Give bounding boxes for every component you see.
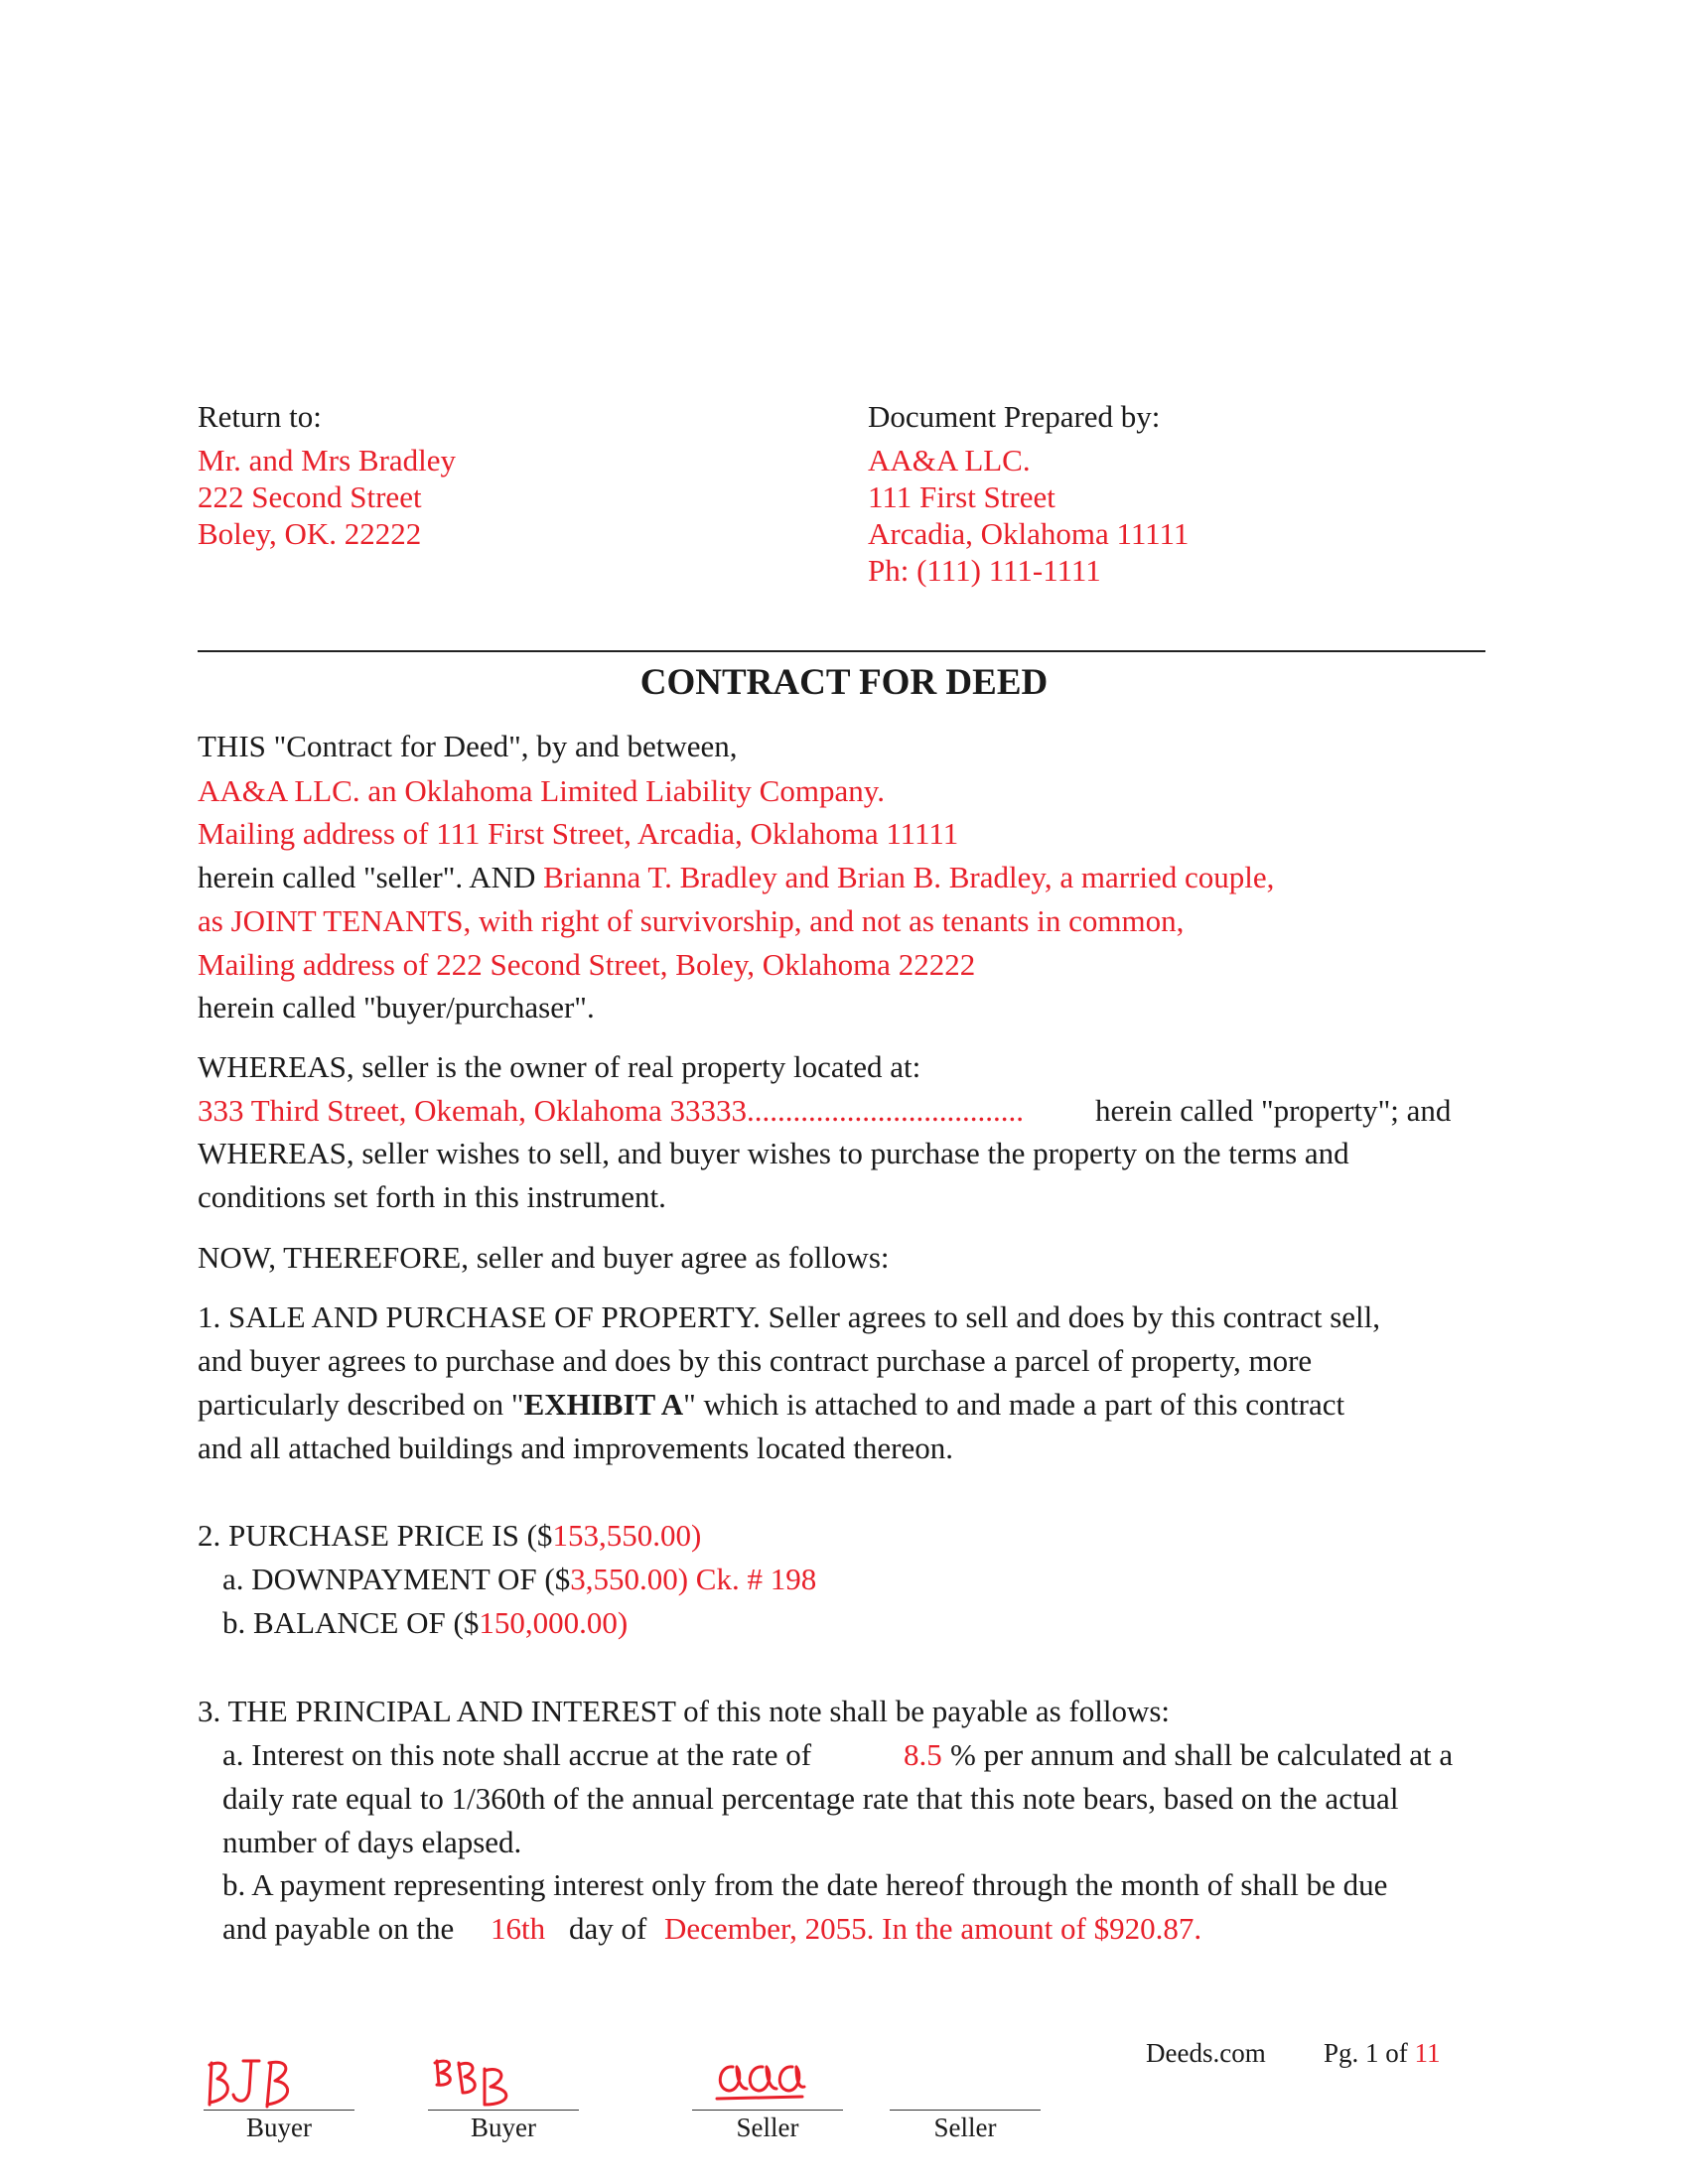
section3-b-line-1: b. A payment representing interest only from the date hereof through the month of shall be due [222, 1867, 1388, 1902]
exhibit-a: EXHIBIT A [523, 1387, 684, 1422]
section1-line-2: and buyer agrees to purchase and does by this contract purchase a parcel of property, more [198, 1343, 1313, 1378]
whereas-line-1: WHEREAS, seller is the owner of real property located at: [198, 1049, 921, 1084]
intro-line: THIS "Contract for Deed", by and between, [198, 729, 738, 763]
section3-a-line-2: daily rate equal to 1/360th of the annual percentage rate that this note bears, based on the actual [222, 1781, 1399, 1816]
buyer-address: Mailing address of 222 Second Street, Boley, Oklahoma 22222 [198, 947, 976, 982]
return-to-street: 222 Second Street [198, 479, 422, 514]
seller-called: herein called "seller". AND [198, 860, 544, 894]
purchase-price [198, 1514, 701, 1558]
interest-rate: 8.5 [904, 1737, 942, 1772]
buyer-1-label: Buyer [246, 2113, 312, 2142]
buyer-1-signature-line [204, 2110, 354, 2111]
section3-a-line-1-post: % per annum and shall be calculated at a [950, 1737, 1454, 1772]
section3-a-line-3: number of days elapsed. [222, 1825, 522, 1859]
seller-name: AA&A LLC. an Oklahoma Limited Liability Company. [198, 773, 885, 808]
seller-2-label: Seller [933, 2113, 997, 2142]
purchase-price-label: 2. PURCHASE PRICE IS ($ [198, 1518, 553, 1553]
buyer-2-initials-signature [429, 2055, 520, 2111]
seller-1-initials-signature [713, 2055, 807, 2105]
whereas-line-4: conditions set forth in this instrument. [198, 1179, 666, 1214]
page-number-prefix: Pg. 1 of [1324, 2038, 1415, 2068]
prepared-by-phone: Ph: (111) 111-1111 [868, 553, 1101, 588]
section1-line-4: and all attached buildings and improvements located thereon. [198, 1431, 953, 1465]
prepared-by-company: AA&A LLC. [868, 443, 1031, 478]
section1-line-1: 1. SALE AND PURCHASE OF PROPERTY. Seller agrees to sell and does by this contract sell, [198, 1299, 1381, 1334]
section1-line-3a: particularly described on " [198, 1387, 524, 1422]
prepared-by-label: Document Prepared by: [868, 399, 1161, 434]
section3-b-line-2-pre: and payable on the [222, 1911, 455, 1946]
page-total: 11 [1414, 2038, 1441, 2068]
page-number [1324, 2037, 1441, 2069]
section3-a-line-1-pre: a. Interest on this note shall accrue at the rate of [222, 1737, 812, 1772]
seller-called-line [198, 856, 1274, 899]
section3-line-1: 3. THE PRINCIPAL AND INTEREST of this note shall be payable as follows: [198, 1694, 1171, 1728]
prepared-by-city: Arcadia, Oklahoma 11111 [868, 516, 1190, 551]
prepared-by-street: 111 First Street [868, 479, 1055, 514]
section3-b-line-2-mid: day of [569, 1911, 647, 1946]
property-address: 333 Third Street, Okemah, Oklahoma 33333.................................... [198, 1093, 1025, 1128]
return-to-name: Mr. and Mrs Bradley [198, 443, 457, 478]
downpayment-label: a. DOWNPAYMENT OF ($ [222, 1562, 571, 1596]
return-to-city: Boley, OK. 22222 [198, 516, 422, 551]
header-divider [198, 650, 1485, 652]
seller-address: Mailing address of 111 First Street, Arcadia, Oklahoma 11111 [198, 816, 959, 851]
downpayment-value: 3,550.00) Ck. # 198 [570, 1562, 817, 1596]
seller-1-signature-line [692, 2110, 843, 2111]
section1-line-3 [198, 1383, 1344, 1427]
balance [222, 1601, 628, 1645]
buyer-2-label: Buyer [471, 2113, 536, 2142]
document-title: CONTRACT FOR DEED [639, 662, 1049, 703]
property-called: herein called "property"; and [1095, 1093, 1452, 1128]
downpayment [222, 1558, 816, 1601]
seller-1-label: Seller [736, 2113, 799, 2142]
section1-line-3b: " which is attached to and made a part of this contract [683, 1387, 1345, 1422]
buyer-2-signature-line [428, 2110, 579, 2111]
buyer-1-initials-signature [204, 2055, 298, 2111]
buyer-called: herein called "buyer/purchaser". [198, 990, 595, 1024]
whereas-line-3: WHEREAS, seller wishes to sell, and buyer wishes to purchase the property on the terms and [198, 1136, 1349, 1170]
now-therefore: NOW, THEREFORE, seller and buyer agree as follows: [198, 1240, 890, 1275]
seller-2-signature-line [890, 2110, 1041, 2111]
payment-date-amount: December, 2055. In the amount of $920.87. [664, 1911, 1202, 1946]
purchase-price-value: 153,550.00) [552, 1518, 702, 1553]
buyer-names: Brianna T. Bradley and Brian B. Bradley, a married couple, [543, 860, 1275, 894]
buyer-tenancy: as JOINT TENANTS, with right of survivorship, and not as tenants in common, [198, 903, 1185, 938]
return-to-label: Return to: [198, 399, 322, 434]
balance-value: 150,000.00) [479, 1605, 629, 1640]
payment-day: 16th [491, 1911, 546, 1946]
return-to-block [198, 398, 456, 552]
prepared-by-block [868, 398, 1189, 589]
site-name: Deeds.com [1146, 2038, 1266, 2068]
balance-label: b. BALANCE OF ($ [222, 1605, 480, 1640]
